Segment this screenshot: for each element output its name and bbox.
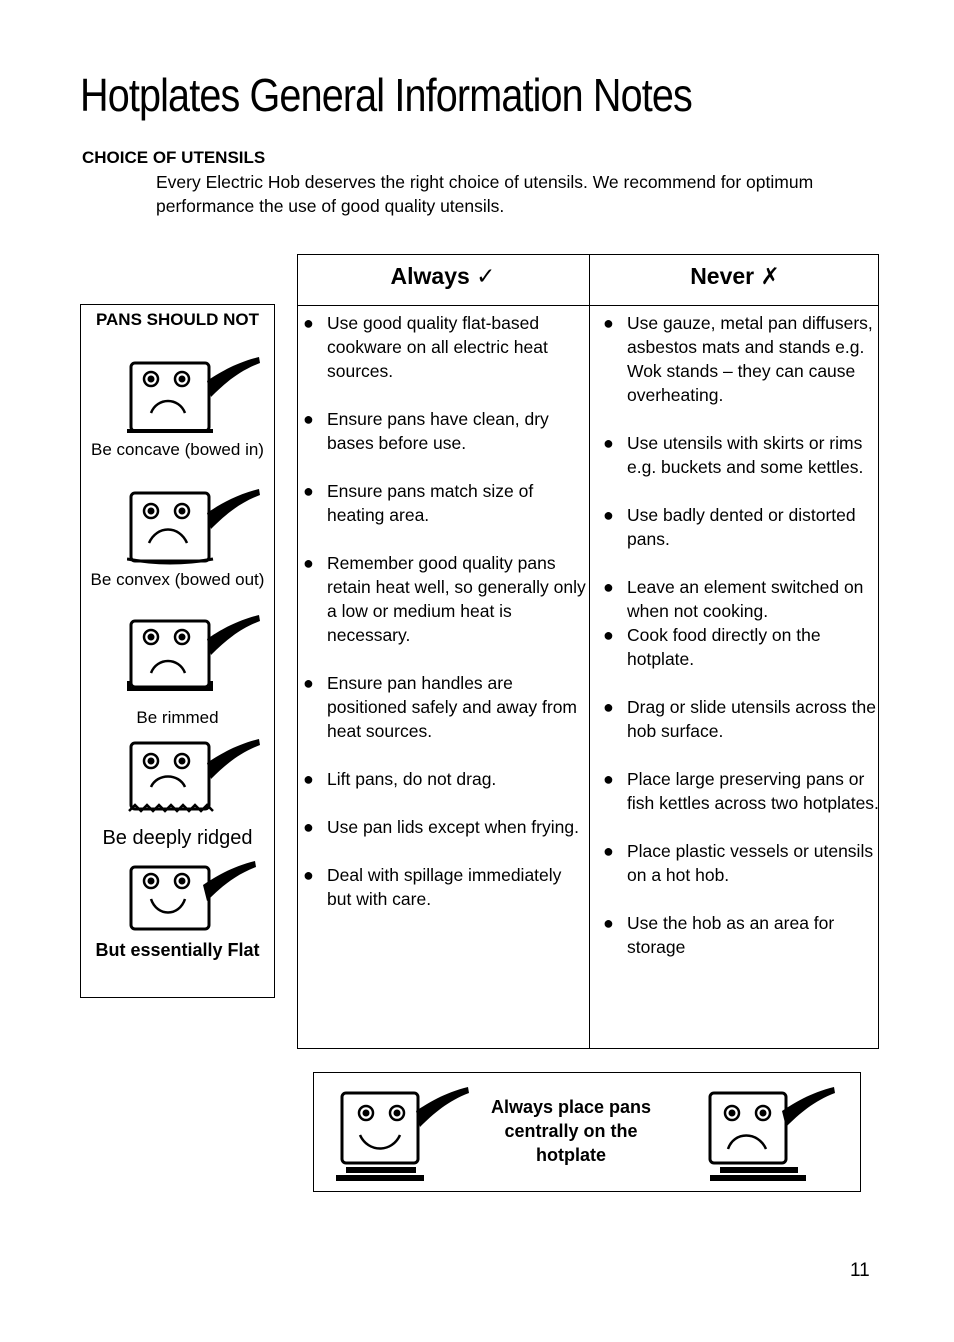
section-heading: CHOICE OF UTENSILS (82, 148, 266, 167)
list-item: ● Use gauze, metal pan diffusers, asbestos mats and stands e.g. Wok stands – they can cause overheating. (601, 311, 887, 407)
caption-concave: Be concave (bowed in) (91, 440, 264, 459)
pans-should-not-box (80, 304, 275, 998)
list-item: ● Lift pans, do not drag. (301, 767, 587, 791)
page-number: 11 (850, 1260, 870, 1281)
caption-flat: But essentially Flat (95, 940, 260, 960)
list-item: ● Use the hob as an area for storage (601, 911, 887, 959)
list-item: ● Cook food directly on the hotplate. (601, 623, 887, 671)
pans-heading: PANS SHOULD NOT (95, 310, 260, 329)
list-item: ● Use good quality flat-based cookware on all electric heat sources. (301, 311, 587, 383)
list-item: ● Place plastic vessels or utensils on a hot hob. (601, 839, 887, 887)
sad-pan-concave-icon (127, 353, 263, 437)
always-never-table (297, 254, 879, 1049)
list-item: ● Deal with spillage immediately but with care. (301, 863, 587, 911)
list-item: ● Use utensils with skirts or rims e.g. buckets and some kettles. (601, 431, 887, 479)
list-item: ● Place large preserving pans or fish kettles across two hotplates. (601, 767, 887, 815)
never-list (601, 311, 887, 983)
happy-pan-centred-icon (336, 1083, 472, 1183)
sad-pan-offset-icon (706, 1083, 842, 1183)
sad-pan-convex-icon (127, 485, 263, 569)
list-item: ● Drag or slide utensils across the hob surface. (601, 695, 887, 743)
caption-rimmed: Be rimmed (136, 708, 219, 727)
caption-convex: Be convex (bowed out) (90, 570, 265, 589)
intro-paragraph: Every Electric Hob deserves the right choice of utensils. We recommend for optimum performance the use of good quality utensils. (156, 172, 814, 216)
sad-pan-ridged-icon (127, 735, 263, 819)
list-item: ● Leave an element switched on when not cooking. (601, 575, 887, 623)
happy-pan-flat-icon (127, 861, 263, 933)
never-heading: Never ✗ (690, 263, 780, 289)
list-item: ● Remember good quality pans retain heat well, so generally only a low or medium heat is necessary. (301, 551, 587, 647)
list-item: ● Ensure pans match size of heating area. (301, 479, 587, 527)
list-item: ● Use pan lids except when frying. (301, 815, 587, 839)
always-list (301, 311, 587, 935)
sad-pan-rimmed-icon (127, 611, 263, 695)
central-placement-tip (313, 1072, 861, 1192)
page-title: Hotplates General Information Notes (80, 69, 692, 121)
list-item: ● Use badly dented or distorted pans. (601, 503, 887, 551)
header-divider (298, 305, 878, 306)
list-item: ● Ensure pan handles are positioned safely and away from heat sources. (301, 671, 587, 743)
always-heading: Always ✓ (390, 263, 496, 289)
list-item: ● Ensure pans have clean, dry bases before use. (301, 407, 587, 455)
column-divider (589, 255, 590, 1048)
caption-ridged: Be deeply ridged (102, 827, 253, 849)
tip-text: Always place pans centrally on the hotplate (490, 1097, 652, 1165)
